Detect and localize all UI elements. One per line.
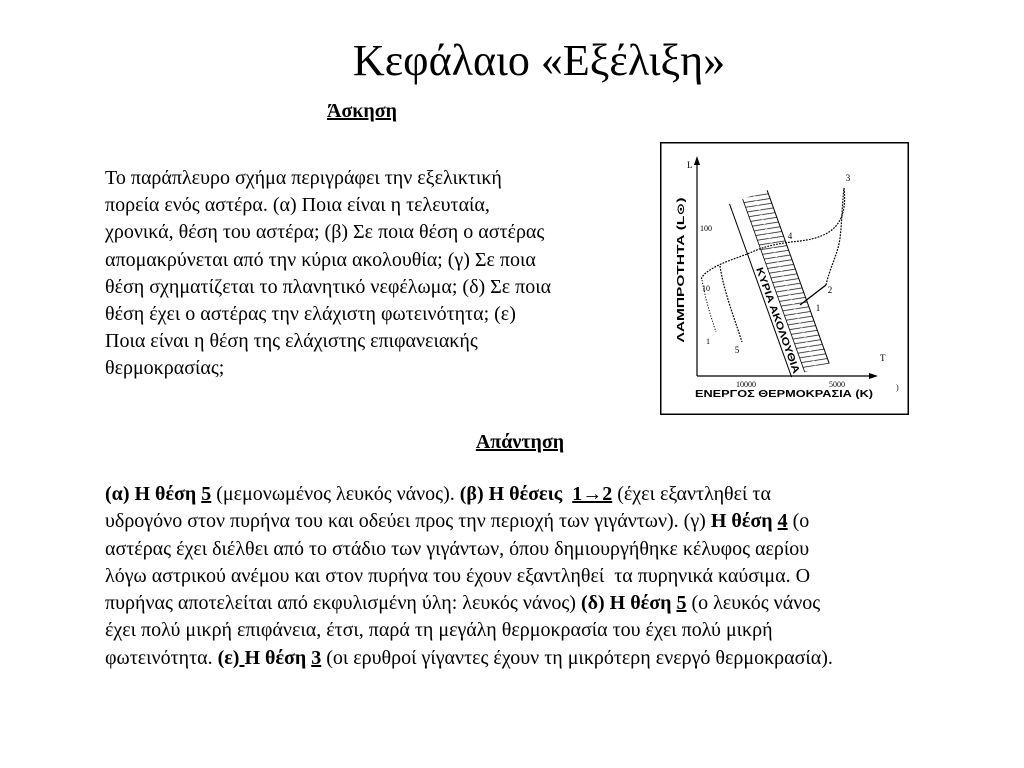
position-label: 2: [827, 285, 833, 295]
exercise-line: θέση έχει ο αστέρας την ελάχιστη φωτεινότητα; (ε): [105, 302, 516, 325]
exercise-line: Το παράπλευρο σχήμα περιγράφει την εξελικτική: [105, 167, 502, 189]
answer-line: [105, 508, 833, 535]
exercise-heading: Άσκηση: [326, 100, 398, 122]
answer-label: (δ) Η θέση: [580, 592, 677, 615]
exercise-line: θέση σχηματίζεται το πλανητικό νεφέλωμα; (δ) Σε ποια: [105, 275, 552, 298]
answer-line: [105, 590, 833, 617]
answer-position-number: 4: [777, 510, 788, 533]
answer-text-segment: έχει πολύ μικρή επιφάνεια, έτσι, παρά τη μεγάλη θερμοκρασία του έχει πολύ μικρή: [105, 619, 773, 642]
exercise-line: Ποια είναι η θέση της ελάχιστης επιφανειακής: [105, 330, 478, 353]
exercise-line: θερμοκρασίας;: [105, 357, 225, 380]
position-label: 4: [787, 231, 793, 241]
exercise-text: [105, 165, 551, 383]
y-axis-label: ΛΑΜΠΡΟΤΗΤΑ (L⊙): [676, 248, 687, 343]
answer-text-segment: λόγω αστρικού ανέμου και στον πυρήνα του έχουν εξαντληθεί τα πυρηνικά καύσιμα. Ο: [105, 564, 811, 587]
answer-text-segment: (οι ερυθροί γίγαντες έχουν τη μικρότερη ενεργό θερμοκρασία).: [321, 646, 833, 669]
answer-line: [105, 617, 833, 644]
slide-title: Κεφάλαιο «Εξέλιξη»: [352, 36, 726, 85]
answer-label: Η θέση: [710, 510, 778, 533]
answer-text-segment: (ο λευκός νάνος: [686, 592, 821, 615]
x-axis-label: ΕΝΕΡΓΟΣ ΘΕΡΜΟΚΡΑΣΙΑ (K): [695, 389, 873, 400]
stray-mark: ): [896, 383, 899, 392]
stellar-evolution-diagram: [660, 142, 909, 415]
answer-text-segment: υδρογόνο στον πυρήνα του και οδεύει προς την περιοχή των γιγάντων). (γ): [105, 510, 711, 533]
answer-line: [105, 645, 833, 672]
answer-position-number: 5: [676, 592, 687, 615]
answer-position-number: 5: [201, 483, 212, 505]
answer-label: (α) Η θέση: [105, 483, 202, 505]
answer-label: (ε): [217, 646, 240, 669]
y-tick-label: 1: [706, 337, 710, 346]
main-sequence-label: ΚΥΡΙΑ ΑΚΟΛΟΥΘΙΑ: [753, 266, 795, 357]
exercise-line: απομακρύνεται από την κύρια ακολουθία; (γ) Σε ποια: [105, 248, 536, 271]
answer-line: [105, 536, 833, 563]
y-tick-label: 100: [700, 224, 712, 233]
exercise-line: χρονικά, θέση του αστέρα; (β) Σε ποια θέση ο αστέρας: [105, 221, 545, 244]
position-label: 1: [815, 303, 821, 313]
answer-text-segment: φωτεινότητα.: [105, 646, 218, 669]
answer-position-number: 3: [311, 646, 322, 669]
answer-line: [105, 481, 833, 508]
answer-text-segment: (μεμονωμένος λευκός νάνος).: [211, 483, 460, 505]
answer-text-segment: (έχει εξαντληθεί τα: [612, 483, 771, 505]
y-tick-label: 10: [702, 284, 710, 293]
answer-text-segment: αστέρας έχει διέλθει από το στάδιο των γιγάντων, όπου δημιουργήθηκε κέλυφος αερίου: [105, 537, 810, 560]
x-tick-label: 10000: [736, 380, 756, 389]
answer-text-segment: πυρήνας αποτελείται από εκφυλισμένη ύλη: λευκός νάνος): [105, 592, 581, 615]
answer-line: [105, 563, 833, 590]
exercise-line: πορεία ενός αστέρα. (α) Ποια είναι η τελευταία,: [105, 194, 490, 217]
position-label: 3: [845, 173, 851, 183]
x-axis-symbol: T: [880, 353, 886, 363]
answer-text-segment: (ο: [787, 510, 810, 533]
answer-position-number: 1→2: [572, 483, 613, 505]
answer-label: Η θέση: [244, 646, 312, 669]
answer-label: (β) Η θέσεις: [459, 483, 573, 505]
answer-heading: Απάντηση: [475, 431, 565, 453]
position-label: 5: [734, 345, 740, 355]
x-tick-label: 5000: [829, 380, 845, 389]
y-axis-symbol: L: [687, 160, 693, 170]
answer-text: [105, 481, 833, 672]
